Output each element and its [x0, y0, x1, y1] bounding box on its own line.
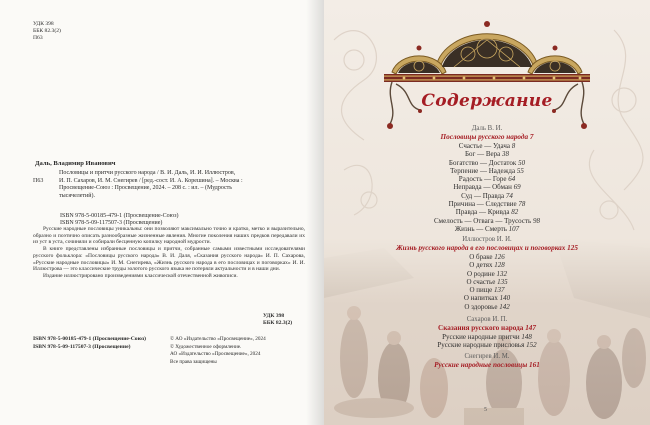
toc-item-text: Жизнь — Смерть [454, 224, 507, 233]
page-number: 5 [484, 407, 487, 413]
toc-item-text: Счастье — Удача [458, 142, 510, 150]
toc-item-text: Суд — Правда [461, 191, 505, 200]
toc-item[interactable] [324, 303, 650, 311]
toc-section-sakharov [324, 316, 650, 350]
left-page [0, 0, 324, 425]
toc-item-text: Неправда — Обман [453, 183, 512, 192]
toc-item[interactable] [324, 208, 650, 216]
toc-item[interactable] [324, 167, 650, 175]
toc-page-number: 152 [526, 341, 537, 350]
toc-item[interactable] [324, 270, 650, 278]
toc-section-snegirev [324, 353, 650, 370]
udk-line: УДК 398 [263, 313, 285, 319]
toc-item[interactable] [324, 200, 650, 208]
toc-item-text: О напитках [463, 294, 498, 303]
bbk-line: ББК 82.3(2) [263, 320, 293, 326]
bib-author-code: П63 [33, 177, 44, 184]
toc-item-text: О здоровье [464, 302, 498, 311]
toc-page-number: 135 [497, 277, 508, 286]
toc-item[interactable] [324, 341, 650, 349]
toc-section-title[interactable] [324, 244, 650, 253]
toc-section-title[interactable] [324, 361, 650, 370]
copyright-line: © Художественное оформление. [170, 343, 242, 350]
toc-item[interactable] [324, 175, 650, 183]
toc-item[interactable] [324, 253, 650, 261]
toc-page-number: 125 [567, 244, 578, 252]
bbk-line: ББК 82.3(2) [33, 28, 61, 34]
toc-page-number: 38 [502, 150, 510, 159]
toc-item-text: Правда — Кривда [455, 208, 510, 217]
toc-item-text: О пище [469, 286, 493, 295]
toc-page-number: 140 [499, 294, 511, 303]
toc-item-text: О детях [469, 261, 493, 270]
toc-items [324, 142, 650, 233]
isbn-line: ISBN 978-5-09-117507-3 (Просвещение) [33, 343, 131, 350]
author-code-line: П63 [33, 35, 43, 41]
toc-section-title[interactable] [324, 324, 650, 333]
toc-item[interactable] [324, 278, 650, 286]
toc-title: Содержание [421, 91, 553, 111]
toc-page-number: 74 [505, 191, 513, 200]
toc-author: Снегирев И. М. [464, 353, 510, 360]
bib-line: Пословицы и притчи русского народа / В. И. Даль, И. И. Иллюстров, [59, 170, 236, 176]
toc-items [324, 253, 650, 311]
bibliographic-record [33, 170, 305, 200]
toc-page-number: 128 [494, 261, 505, 270]
toc-page-number: 148 [521, 333, 532, 341]
toc-section-title-text: Жизнь русского народа в его пословицах и поговорках [396, 244, 566, 252]
bib-line: Просвещение-Союз : Просвещение, 2024. – 208 с. : ил. – (Мудрость [59, 185, 233, 191]
bib-line: тысячелетий). [59, 192, 95, 199]
toc-item[interactable] [324, 183, 650, 191]
toc-section-title-text: Пословицы русского народа [440, 133, 529, 141]
toc-item-text: Русские народные притчи [442, 333, 520, 341]
toc-page-number: 8 [511, 142, 516, 150]
isbn-line: ISBN 978-5-00185-479-1 (Просвещение-Союз) [33, 336, 146, 342]
copyright-line: АО «Издательство «Просвещение», 2024 [170, 351, 261, 358]
toc-page-number: 78 [518, 200, 526, 209]
toc-page-number: 137 [494, 286, 505, 295]
copyright-line: Все права защищены [170, 358, 217, 365]
toc-page-number: 147 [525, 324, 536, 332]
toc-item[interactable] [324, 333, 650, 341]
toc-page-number: 132 [496, 269, 507, 278]
toc-item[interactable] [324, 286, 650, 294]
toc-item-text: Радость — Горе [458, 175, 507, 184]
isbn-line: ISBN 978-5-09-117507-3 (Просвещение) [60, 220, 163, 227]
bib-line: И. П. Сахаров, И. М. Снегирев / [ред.-сост. И. А. Корешина]. – Москва : [59, 177, 243, 184]
toc-item-text: Терпение — Надежда [450, 166, 516, 175]
toc-item[interactable] [324, 192, 650, 200]
author-name: Даль, Владимир Иванович [35, 160, 116, 167]
toc-author: Сахаров И. П. [466, 316, 508, 323]
toc-items [324, 333, 650, 350]
udk-classification-bottom [263, 313, 292, 327]
toc-item[interactable] [324, 150, 650, 158]
toc-item-text: Бог — Вера [464, 150, 501, 159]
copyright-line: © АО «Издательство «Просвещение», 2024 [170, 336, 266, 342]
toc-item[interactable] [324, 217, 650, 225]
udk-classification-top [33, 21, 61, 42]
toc-item-text: Богатство — Достаток [448, 158, 517, 167]
toc-item[interactable] [324, 142, 650, 150]
toc-section-title-text: Сказания русского народа [438, 324, 524, 332]
toc-page-number: 107 [508, 224, 520, 233]
toc-section-title-text: Русские народные пословицы [434, 361, 528, 369]
udk-line: УДК 398 [33, 21, 54, 27]
toc-section-title[interactable] [324, 133, 650, 142]
right-page [324, 0, 650, 425]
toc-page-number: 161 [529, 361, 540, 369]
toc-page-number: 64 [508, 175, 516, 184]
toc-page-number: 69 [513, 183, 521, 192]
toc-item-text: О браке [469, 253, 493, 261]
annotation-paragraph: Издание иллюстрировано произведениями классической отечественной живописи. [43, 272, 238, 279]
toc-item-text: О родине [466, 269, 495, 278]
toc-item-text: О счастье [466, 277, 496, 286]
toc-author: Даль В. И. [471, 125, 503, 132]
toc-item-text: Смелость — Отвага — Трусость [434, 216, 532, 225]
toc-page-number: 55 [516, 166, 524, 175]
toc-page-number: 50 [518, 158, 526, 167]
toc-item-text: Причина — Следствие [448, 200, 517, 209]
copyright-block [170, 336, 266, 366]
isbn-line: ISBN 978-5-00185-479-1 (Просвещение-Союз) [60, 213, 179, 219]
toc-page-number: 7 [529, 133, 534, 141]
toc-item[interactable] [324, 225, 650, 233]
toc-section-illyustrov [324, 236, 650, 311]
toc-page-number: 98 [532, 216, 540, 225]
spine-shadow [306, 0, 324, 425]
toc-page-number: 126 [494, 253, 505, 261]
toc-section-dal [324, 125, 650, 233]
annotation-paragraph: Русские народные пословицы уникальны: они позволяют максимально точно и кратко, метко и выразительно, образно и поэтично описать разнообразные жизненные явления. Многие поколения наших предков передавали их из уст в уста, сочиняли и собирали бесценную копилку народной мудрости. [33, 226, 305, 246]
toc-page-number: 142 [499, 302, 510, 311]
annotation-text [33, 226, 305, 280]
annotation-paragraph: В книге представлены избранные пословицы и притчи, собранные самыми известными исследователями русского фольклора: «Пословицы русского народа» В. И. Даля, «Сказания русского народа» И. П. Сахарова, «Русские народные пословицы» И. М. Снегирева, «Жизнь русского народа в его пословицах и поговорках» И. И. Иллюстрова — это классические труды золотого русского языка не потеряли актуальности и в наши дни. [33, 246, 305, 273]
toc-page-number: 82 [511, 208, 519, 217]
toc-item[interactable] [324, 294, 650, 302]
toc-author: Иллюстров И. И. [462, 236, 512, 243]
toc-item[interactable] [324, 261, 650, 269]
ornamental-headpiece-icon [384, 14, 590, 134]
isbn-block-bottom [33, 336, 146, 351]
toc-item[interactable] [324, 159, 650, 167]
toc-item-text: Русские народные присловья [437, 341, 525, 350]
